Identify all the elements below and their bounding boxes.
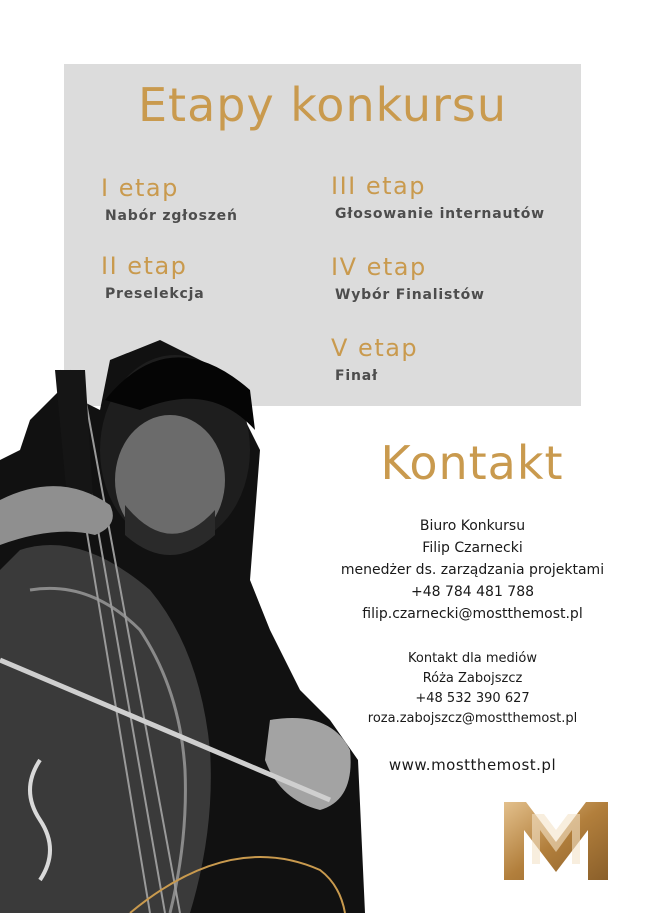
- office-label: Biuro Konkursu: [419, 518, 526, 534]
- stage-1: [101, 174, 238, 224]
- stage-description: Preselekcja: [105, 286, 205, 302]
- stage-4: [331, 253, 485, 303]
- office-role: menedżer ds. zarządzania projektami: [340, 562, 605, 578]
- stage-name: II etap: [101, 252, 188, 280]
- stage-description: Finał: [335, 368, 378, 384]
- office-phone: +48 784 481 788: [410, 584, 535, 600]
- contact-title: Kontakt: [380, 436, 564, 490]
- stage-description: Głosowanie internautów: [335, 206, 545, 222]
- stage-3: [331, 172, 545, 222]
- stage-name: I etap: [101, 174, 179, 202]
- media-person: Róża Zabojszcz: [422, 671, 523, 686]
- stage-description: Wybór Finalistów: [335, 287, 485, 303]
- contact-media: [320, 649, 625, 729]
- office-person: Filip Czarnecki: [422, 540, 523, 556]
- contact-office: [320, 515, 625, 625]
- media-label: Kontakt dla mediów: [408, 651, 537, 666]
- stages-title: Etapy konkursu: [137, 78, 508, 132]
- stage-2: [101, 252, 204, 302]
- stage-description: Nabór zgłoszeń: [105, 208, 238, 224]
- office-email[interactable]: filip.czarnecki@mostthemost.pl: [362, 606, 583, 622]
- stage-name: III etap: [331, 172, 426, 200]
- stage-name: IV etap: [331, 253, 427, 281]
- cellist-photo: [0, 330, 365, 913]
- website-link[interactable]: www.mostthemost.pl: [388, 756, 557, 774]
- mm-logo: [502, 800, 610, 882]
- media-email[interactable]: roza.zabojszcz@mostthemost.pl: [367, 711, 578, 726]
- stage-name: V etap: [331, 334, 419, 362]
- media-phone: +48 532 390 627: [415, 691, 530, 706]
